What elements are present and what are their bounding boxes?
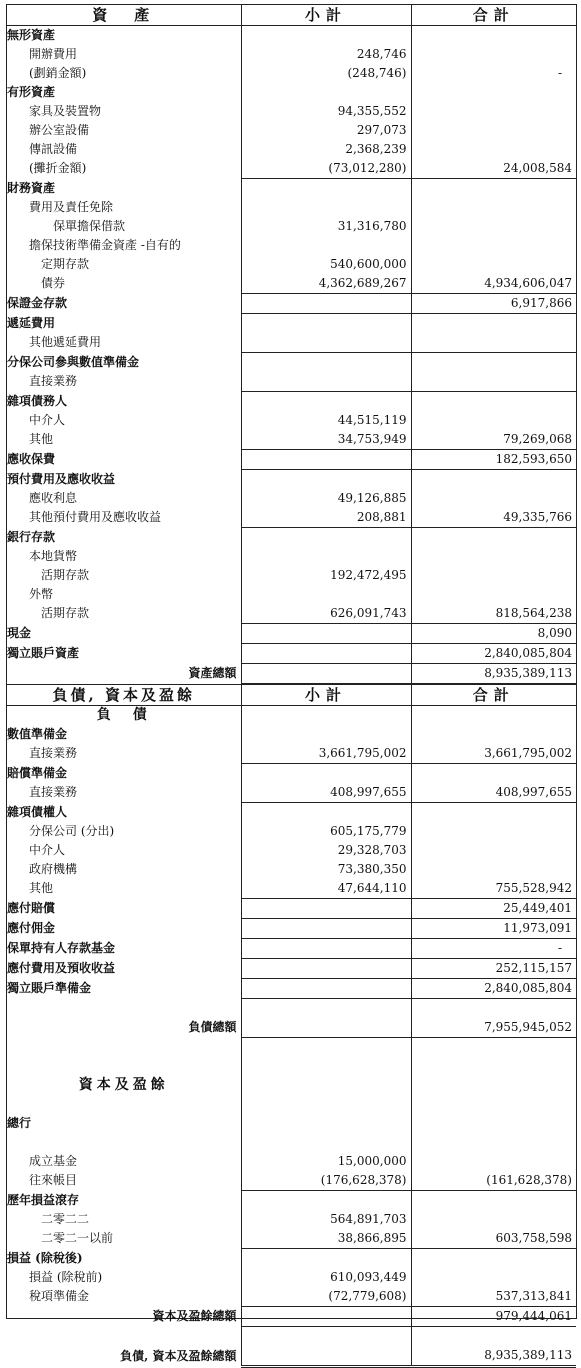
liability-label [7, 1095, 241, 1114]
liability-label: 二零二一以前 [41, 1231, 114, 1246]
asset-label: 有形資產 [7, 85, 56, 99]
liability-subtotal [241, 1191, 411, 1211]
liability-subtotal: (72,779,608) [241, 1287, 411, 1307]
liability-total [411, 1152, 576, 1171]
liability-subtotal [241, 1307, 411, 1327]
liability-row [7, 979, 576, 999]
liability-row [7, 822, 576, 841]
asset-label: 定期存款 [41, 257, 90, 271]
asset-subtotal: 248,746 [241, 45, 411, 64]
liability-row [7, 1191, 576, 1211]
asset-subtotal: 626,091,743 [241, 604, 411, 624]
asset-total [411, 121, 576, 140]
asset-total [411, 470, 576, 490]
asset-total [411, 217, 576, 236]
liability-label [7, 1133, 241, 1152]
liability-total: 3,661,795,002 [411, 744, 576, 764]
asset-subtotal: 192,472,495 [241, 566, 411, 585]
asset-subtotal: 44,515,119 [241, 411, 411, 430]
asset-label: 其他遞延費用 [29, 335, 102, 350]
asset-row [7, 644, 576, 664]
asset-subtotal [241, 179, 411, 199]
asset-subtotal [241, 470, 411, 490]
liability-total: 603,758,598 [411, 1229, 576, 1249]
assets-table [7, 5, 576, 684]
asset-total [411, 179, 576, 199]
liability-row [7, 1171, 576, 1191]
liability-subtotal: 47,644,110 [241, 879, 411, 899]
liability-label: 往來帳目 [29, 1173, 78, 1188]
liability-row [7, 1287, 576, 1307]
asset-label: 家具及裝置物 [29, 104, 102, 118]
asset-total: 818,564,238 [411, 604, 576, 624]
liability-total: (161,628,378) [411, 1171, 576, 1191]
liability-total [411, 1114, 576, 1133]
asset-label: 資產總額 [188, 666, 237, 680]
liability-total: 8,935,389,113 [411, 1346, 576, 1367]
asset-subtotal [241, 624, 411, 644]
asset-row [7, 102, 576, 121]
asset-row [7, 236, 576, 255]
liability-total [411, 1095, 576, 1114]
liability-subtotal [241, 959, 411, 979]
liability-label: 損益 (除稅後) [7, 1250, 83, 1265]
asset-subtotal: 34,753,949 [241, 430, 411, 450]
liability-row [7, 860, 576, 879]
liability-row [7, 1229, 576, 1249]
asset-subtotal [241, 294, 411, 314]
asset-label: (攤折金額) [29, 161, 87, 176]
asset-subtotal [241, 450, 411, 470]
asset-total: 49,335,766 [411, 508, 576, 528]
liability-label [7, 999, 241, 1019]
liability-subtotal [241, 1038, 411, 1058]
assets-title: 資 產 [7, 5, 241, 26]
liability-total [411, 1327, 576, 1347]
asset-total [411, 83, 576, 102]
liability-label: 政府機構 [29, 862, 78, 876]
asset-label: 雜項債務人 [7, 393, 68, 408]
asset-total [411, 236, 576, 255]
liability-total [411, 764, 576, 784]
asset-row [7, 274, 576, 294]
liability-label: 賠償準備金 [7, 765, 68, 780]
liability-subtotal [241, 979, 411, 999]
asset-row [7, 664, 576, 684]
asset-label: 辦公室設備 [29, 123, 90, 137]
liability-row [7, 725, 576, 744]
liability-total: 25,449,401 [411, 899, 576, 919]
liability-subtotal [241, 939, 411, 959]
liability-row [7, 1018, 576, 1038]
liabilities-section-title: 負 債 [96, 707, 151, 723]
liabilities-section-row [7, 706, 576, 726]
liability-subtotal [241, 1327, 411, 1347]
liability-row [7, 1057, 576, 1076]
liability-total: 537,313,841 [411, 1287, 576, 1307]
liability-subtotal: 73,380,350 [241, 860, 411, 879]
liability-total [411, 1268, 576, 1287]
asset-total: 24,008,584 [411, 159, 576, 179]
asset-label: 財務資產 [7, 180, 56, 195]
asset-subtotal [241, 392, 411, 412]
asset-subtotal [241, 353, 411, 373]
subtotal-column-header: 小計 [241, 5, 411, 26]
asset-total: 6,917,866 [411, 294, 576, 314]
empty-cell [411, 706, 576, 726]
asset-total [411, 566, 576, 585]
liability-label: 直接業務 [29, 785, 78, 800]
asset-row [7, 585, 576, 604]
liability-label: 雜項債權人 [7, 804, 68, 819]
liability-subtotal: 605,175,779 [241, 822, 411, 841]
asset-subtotal [241, 664, 411, 684]
asset-label: 活期存款 [41, 606, 90, 621]
asset-total [411, 102, 576, 121]
liability-subtotal [241, 1057, 411, 1076]
liability-row [7, 744, 576, 764]
liability-label: 其他 [29, 881, 54, 896]
empty-cell [241, 706, 411, 726]
liability-subtotal [241, 1018, 411, 1038]
liability-row [7, 959, 576, 979]
asset-total: 8,935,389,113 [411, 664, 576, 684]
asset-row [7, 64, 576, 83]
liability-total [411, 1191, 576, 1211]
asset-label: 其他 [29, 432, 54, 447]
liabilities-table [7, 684, 576, 1368]
liability-label [7, 1057, 241, 1076]
liability-row [7, 1152, 576, 1171]
asset-row [7, 508, 576, 528]
asset-subtotal [241, 528, 411, 548]
subtotal-column-header: 小計 [241, 685, 411, 706]
asset-row [7, 121, 576, 140]
asset-subtotal: 4,362,689,267 [241, 274, 411, 294]
liability-row [7, 919, 576, 939]
liability-label: 歷年損益滾存 [7, 1192, 80, 1207]
liability-subtotal: 610,093,449 [241, 1268, 411, 1287]
liability-row [7, 1307, 576, 1327]
asset-subtotal [241, 333, 411, 353]
asset-subtotal [241, 83, 411, 102]
asset-row [7, 45, 576, 64]
liability-label: 總行 [7, 1116, 32, 1130]
asset-subtotal [241, 372, 411, 392]
asset-subtotal: 2,368,239 [241, 140, 411, 159]
liability-total: 408,997,655 [411, 783, 576, 803]
liability-row [7, 879, 576, 899]
asset-label: 其他預付費用及應收收益 [29, 510, 162, 525]
asset-row [7, 604, 576, 624]
asset-label: 應收利息 [29, 491, 78, 505]
liability-total [411, 725, 576, 744]
assets-header-row [7, 5, 576, 26]
liability-row [7, 1095, 576, 1114]
liability-label [7, 1038, 241, 1058]
asset-row [7, 392, 576, 412]
liability-total: 979,444,061 [411, 1307, 576, 1327]
asset-row [7, 314, 576, 334]
asset-label: (劃銷金額) [29, 66, 87, 80]
liability-subtotal [241, 1095, 411, 1114]
asset-total [411, 314, 576, 334]
asset-total [411, 528, 576, 548]
asset-row [7, 411, 576, 430]
liability-total [411, 1210, 576, 1229]
liability-row [7, 1076, 576, 1095]
liability-subtotal: 29,328,703 [241, 841, 411, 860]
liability-label: 資本及盈餘總額 [152, 1309, 237, 1323]
asset-total [411, 585, 576, 604]
asset-row [7, 83, 576, 102]
liability-row [7, 1346, 576, 1367]
asset-total: 2,840,085,804 [411, 644, 576, 664]
asset-total: - [411, 64, 576, 83]
asset-total [411, 255, 576, 274]
liability-total [411, 822, 576, 841]
asset-subtotal [241, 236, 411, 255]
liability-subtotal [241, 1076, 411, 1095]
asset-label: 應收保費 [7, 452, 56, 466]
asset-label: 費用及責任免除 [29, 200, 114, 214]
liability-total [411, 1076, 576, 1095]
liability-total: 755,528,942 [411, 879, 576, 899]
liability-label: 資本及盈餘 [78, 1077, 169, 1093]
liability-total [411, 803, 576, 823]
liability-total: 11,973,091 [411, 919, 576, 939]
liability-label: 中介人 [29, 843, 66, 857]
asset-subtotal [241, 585, 411, 604]
liability-subtotal: 38,866,895 [241, 1229, 411, 1249]
asset-label: 債券 [41, 276, 66, 291]
asset-row [7, 372, 576, 392]
asset-label: 現金 [7, 626, 32, 640]
liability-subtotal: 3,661,795,002 [241, 744, 411, 764]
liability-label: 應付費用及預收收益 [7, 961, 116, 975]
asset-row [7, 430, 576, 450]
asset-label: 保證金存款 [7, 296, 68, 310]
asset-label: 預付費用及應收收益 [7, 471, 116, 486]
liability-label: 負債總額 [188, 1020, 237, 1035]
asset-label: 中介人 [29, 413, 66, 427]
liability-label: 負債, 資本及盈餘總額 [120, 1348, 237, 1363]
liability-subtotal: 408,997,655 [241, 783, 411, 803]
liability-row [7, 999, 576, 1019]
asset-total: 8,090 [411, 624, 576, 644]
liability-label: 應付賠償 [7, 901, 56, 915]
asset-subtotal: 297,073 [241, 121, 411, 140]
asset-label: 遞延費用 [7, 315, 56, 330]
liability-total: 7,955,945,052 [411, 1018, 576, 1038]
liability-row [7, 1210, 576, 1229]
liability-subtotal [241, 1249, 411, 1269]
asset-label: 獨立賬戶資產 [7, 646, 80, 660]
liability-total [411, 1133, 576, 1152]
liability-total: 252,115,157 [411, 959, 576, 979]
liability-label: 應付佣金 [7, 921, 56, 935]
asset-label: 無形資產 [7, 28, 56, 42]
liability-label: 獨立賬戶準備金 [7, 981, 92, 995]
liability-label: 直接業務 [29, 746, 78, 761]
asset-row [7, 159, 576, 179]
liability-subtotal [241, 1114, 411, 1133]
asset-subtotal: 49,126,885 [241, 489, 411, 508]
liability-row [7, 1038, 576, 1058]
asset-total [411, 392, 576, 412]
liability-total [411, 1057, 576, 1076]
liability-subtotal [241, 803, 411, 823]
asset-total [411, 547, 576, 566]
liability-total [411, 1038, 576, 1058]
asset-subtotal [241, 198, 411, 217]
asset-subtotal: 540,600,000 [241, 255, 411, 274]
asset-subtotal [241, 547, 411, 566]
liability-total [411, 860, 576, 879]
liability-label: 分保公司 (分出) [29, 824, 115, 838]
asset-subtotal [241, 644, 411, 664]
asset-label: 開辦費用 [29, 47, 78, 61]
asset-row [7, 566, 576, 585]
liability-label [7, 1327, 241, 1347]
liability-row [7, 783, 576, 803]
asset-label: 擔保技術準備金資產 -自有的 [29, 238, 181, 252]
asset-row [7, 528, 576, 548]
liability-subtotal [241, 1346, 411, 1367]
liability-label: 稅項準備金 [29, 1289, 90, 1304]
asset-label: 銀行存款 [7, 529, 56, 544]
asset-label: 活期存款 [41, 568, 90, 582]
asset-row [7, 198, 576, 217]
liability-total [411, 1249, 576, 1269]
liability-subtotal [241, 919, 411, 939]
liability-subtotal [241, 999, 411, 1019]
asset-total [411, 489, 576, 508]
liability-row [7, 1114, 576, 1133]
liability-subtotal: 15,000,000 [241, 1152, 411, 1171]
liability-total [411, 999, 576, 1019]
liability-subtotal [241, 725, 411, 744]
asset-total [411, 45, 576, 64]
liability-row [7, 803, 576, 823]
asset-row [7, 624, 576, 644]
asset-total: 182,593,650 [411, 450, 576, 470]
asset-subtotal: 208,881 [241, 508, 411, 528]
asset-label: 本地貨幣 [29, 549, 78, 563]
liability-row [7, 764, 576, 784]
balance-sheet [6, 4, 577, 1363]
total-column-header: 合計 [411, 685, 576, 706]
asset-label: 外幣 [29, 587, 54, 601]
asset-label: 保單擔保借款 [53, 219, 126, 233]
liability-row [7, 1249, 576, 1269]
total-column-header: 合計 [411, 5, 576, 26]
asset-row [7, 489, 576, 508]
liabilities-title: 負債, 資本及盈餘 [7, 685, 241, 706]
asset-subtotal: 94,355,552 [241, 102, 411, 121]
liability-row [7, 1327, 576, 1347]
asset-row [7, 294, 576, 314]
liability-subtotal: 564,891,703 [241, 1210, 411, 1229]
liability-subtotal [241, 764, 411, 784]
asset-row [7, 255, 576, 274]
asset-total: 4,934,606,047 [411, 274, 576, 294]
liability-label: 數值準備金 [7, 727, 68, 741]
asset-subtotal [241, 26, 411, 46]
asset-subtotal: (73,012,280) [241, 159, 411, 179]
asset-total [411, 26, 576, 46]
liability-row [7, 1133, 576, 1152]
liability-subtotal: (176,628,378) [241, 1171, 411, 1191]
asset-total: 79,269,068 [411, 430, 576, 450]
liability-row [7, 1268, 576, 1287]
asset-row [7, 26, 576, 46]
asset-total [411, 353, 576, 373]
liability-subtotal [241, 899, 411, 919]
liability-row [7, 841, 576, 860]
asset-row [7, 353, 576, 373]
asset-row [7, 179, 576, 199]
asset-row [7, 217, 576, 236]
liability-row [7, 899, 576, 919]
liability-total [411, 841, 576, 860]
asset-total [411, 411, 576, 430]
liability-label: 成立基金 [29, 1154, 78, 1168]
asset-label: 直接業務 [29, 374, 78, 389]
asset-subtotal: 31,316,780 [241, 217, 411, 236]
asset-subtotal [241, 314, 411, 334]
asset-label: 分保公司參與數值準備金 [7, 354, 140, 369]
asset-row [7, 547, 576, 566]
liability-total: 2,840,085,804 [411, 979, 576, 999]
liability-label: 二零二二 [41, 1212, 90, 1226]
asset-total [411, 140, 576, 159]
liability-label: 損益 (除稅前) [29, 1270, 103, 1284]
liability-row [7, 939, 576, 959]
liability-subtotal [241, 1133, 411, 1152]
liability-total: - [411, 939, 576, 959]
asset-subtotal: (248,746) [241, 64, 411, 83]
asset-row [7, 140, 576, 159]
asset-total [411, 372, 576, 392]
asset-total [411, 198, 576, 217]
asset-row [7, 470, 576, 490]
liabilities-header-row [7, 685, 576, 706]
asset-total [411, 333, 576, 353]
asset-row [7, 333, 576, 353]
asset-label: 傳訊設備 [29, 142, 78, 156]
asset-row [7, 450, 576, 470]
liability-label: 保單持有人存款基金 [7, 941, 116, 955]
